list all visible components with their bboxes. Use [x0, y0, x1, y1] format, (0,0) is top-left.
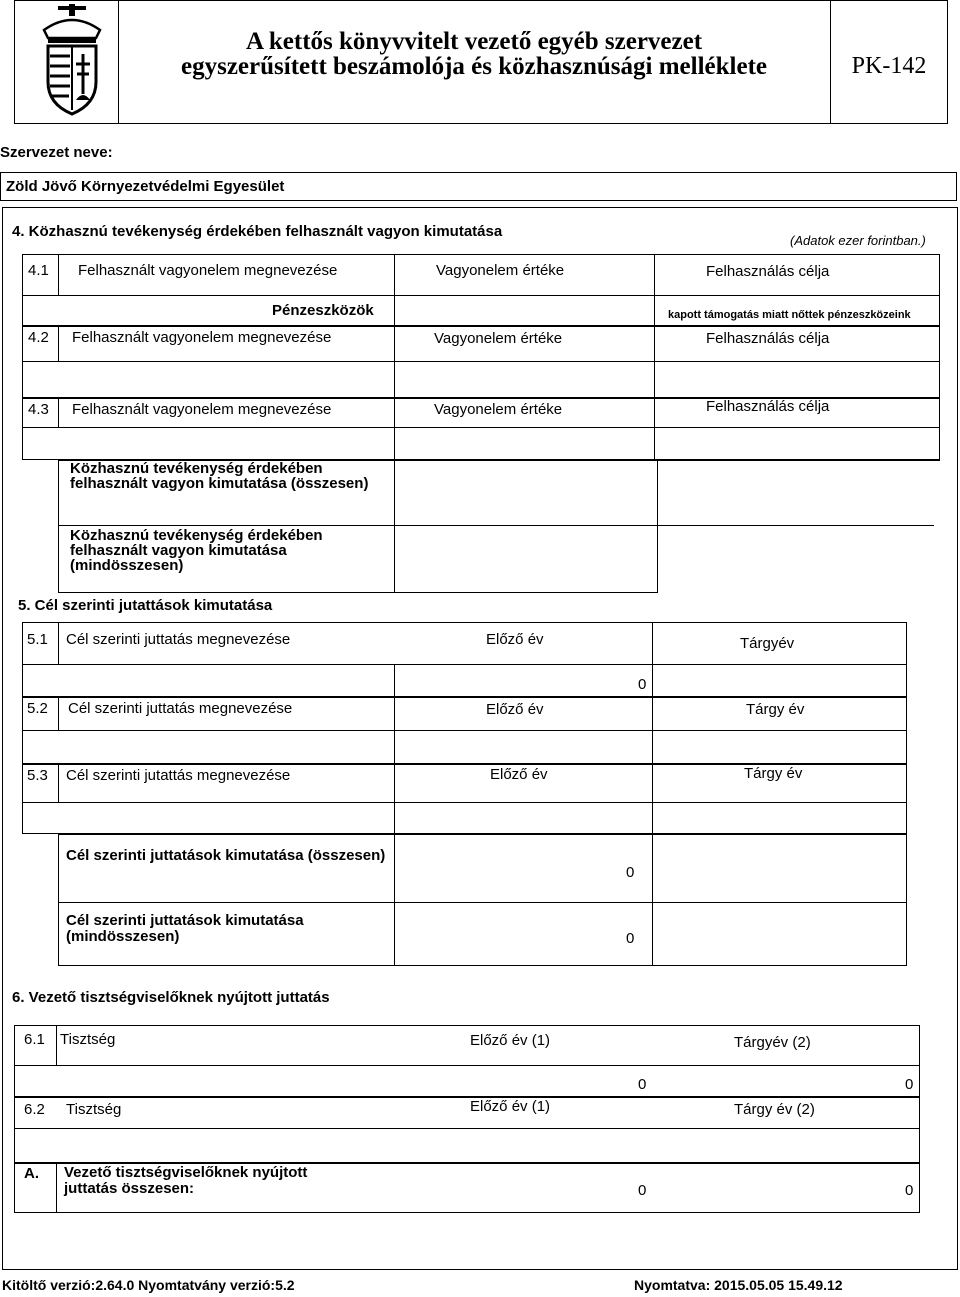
- col-divider: [654, 398, 655, 460]
- prev-year-col-header: Előző év: [486, 631, 544, 648]
- section6-total-prev-value[interactable]: 0: [638, 1182, 647, 1199]
- footer-print-date: Nyomtatva: 2015.05.05 15.49.12: [634, 1277, 843, 1293]
- row-divider: [658, 525, 934, 526]
- curr-year-col-header: Tárgy év (2): [734, 1101, 815, 1118]
- prev-year-col-header: Előző év (1): [470, 1032, 551, 1049]
- col-divider: [652, 622, 653, 697]
- curr-year-value[interactable]: 0: [905, 1076, 914, 1093]
- purpose-col-header: Felhasználás célja: [706, 398, 830, 415]
- name-col-header: Cél szerinti jutattás megnevezése: [66, 767, 291, 784]
- name-col-header: Cél szerinti juttatás megnevezése: [66, 631, 291, 648]
- col-divider: [58, 326, 59, 361]
- section4-grand-total-label: Közhasznú tevékenység érdekében felhasznált vagyon kimutatása (mindösszesen): [70, 527, 323, 574]
- row-number: 6.1: [24, 1031, 45, 1048]
- value-col-header: Vagyonelem értéke: [436, 262, 565, 279]
- col-divider: [652, 697, 653, 764]
- prev-year-col-header: Előző év (1): [470, 1098, 551, 1115]
- section5-grand-total-label: Cél szerinti juttatások kimutatása (mindösszesen): [66, 912, 304, 945]
- curr-year-col-header: Tárgy év: [744, 765, 803, 782]
- purpose-col-header: Felhasználás célja: [706, 330, 830, 347]
- section4-title: 4. Közhasznú tevékenység érdekében felhasznált vagyon kimutatása: [12, 223, 503, 240]
- position-col-header: Tisztség: [66, 1101, 122, 1118]
- col-divider: [394, 697, 395, 764]
- section5-title: 5. Cél szerinti jutattások kimutatása: [18, 597, 273, 614]
- form-title-line1: A kettős könyvvitelt vezető egyéb szervezet: [245, 28, 703, 55]
- name-col-header: Felhasznált vagyonelem megnevezése: [72, 329, 332, 346]
- name-col-header: Felhasznált vagyonelem megnevezése: [78, 262, 338, 279]
- section5-grand-total-value[interactable]: 0: [626, 930, 635, 947]
- prev-year-value[interactable]: 0: [638, 676, 647, 693]
- section6-total-curr-value[interactable]: 0: [905, 1182, 914, 1199]
- col-divider: [394, 664, 395, 697]
- row-number: 5.3: [27, 767, 48, 784]
- row-divider: [22, 361, 940, 362]
- col-divider: [394, 326, 395, 398]
- col-divider: [654, 326, 655, 398]
- row-number: 4.2: [28, 329, 49, 346]
- section6-total-label: Vezető tisztségviselőknek nyújtott juttatás összesen:: [64, 1164, 308, 1197]
- row-divider: [22, 802, 907, 803]
- name-col-header: Cél szerinti juttatás megnevezése: [68, 700, 293, 717]
- row-divider: [58, 525, 658, 526]
- section6-title: 6. Vezető tisztségviselőknek nyújtott juttatás: [12, 989, 330, 1006]
- col-divider: [58, 398, 59, 427]
- hungarian-coat-of-arms-icon: [36, 4, 108, 118]
- row-divider: [22, 427, 940, 428]
- row-number: 4.1: [28, 262, 49, 279]
- name-col-header: Felhasznált vagyonelem megnevezése: [72, 401, 332, 418]
- col-divider: [56, 1025, 57, 1065]
- col-divider: [394, 460, 395, 593]
- prev-year-value[interactable]: 0: [638, 1076, 647, 1093]
- curr-year-col-header: Tárgy év: [746, 701, 805, 718]
- col-divider: [652, 764, 653, 834]
- section5-total-label: Cél szerinti juttatások kimutatása (összesen): [66, 847, 386, 864]
- col-divider: [654, 254, 655, 326]
- row-divider: [22, 295, 940, 296]
- col-divider: [394, 764, 395, 834]
- col-divider: [652, 834, 653, 966]
- row-number: 5.2: [27, 700, 48, 717]
- section4-total-label: Közhasznú tevékenység érdekében felhasznált vagyon kimutatása (összesen): [70, 460, 369, 492]
- asset-name-value[interactable]: Pénzeszközök: [272, 302, 374, 319]
- prev-year-col-header: Előző év: [490, 766, 548, 783]
- row-divider: [22, 730, 907, 731]
- org-name-value: Zöld Jövő Környezetvédelmi Egyesület: [6, 178, 285, 195]
- value-col-header: Vagyonelem értéke: [434, 330, 563, 347]
- row-number: 4.3: [28, 401, 49, 418]
- row-divider: [14, 1128, 920, 1129]
- value-col-header: Vagyonelem értéke: [434, 401, 563, 418]
- col-divider: [56, 1163, 57, 1213]
- col-divider: [58, 622, 59, 664]
- position-col-header: Tisztség: [60, 1031, 116, 1048]
- col-divider: [394, 254, 395, 326]
- org-label: Szervezet neve:: [0, 144, 113, 161]
- row-divider: [22, 664, 907, 665]
- form-code: PK-142: [851, 53, 927, 79]
- col-divider: [58, 764, 59, 802]
- unit-note: (Adatok ezer forintban.): [790, 233, 926, 248]
- footer-version-info: Kitöltő verzió:2.64.0 Nyomtatvány verzió:5.2: [2, 1277, 295, 1293]
- col-divider: [58, 254, 59, 295]
- curr-year-col-header: Tárgyév (2): [734, 1034, 811, 1051]
- asset-purpose-value[interactable]: kapott támogatás miatt nőttek pénzeszközeink: [668, 309, 911, 321]
- section6-total-number: A.: [24, 1165, 39, 1182]
- form-title-line2: egyszerűsített beszámolója és közhasznúsági melléklete: [181, 53, 767, 80]
- row-divider: [658, 460, 940, 461]
- col-divider: [58, 697, 59, 730]
- col-divider: [394, 834, 395, 966]
- prev-year-col-header: Előző év: [486, 701, 544, 718]
- curr-year-col-header: Tárgyév: [740, 635, 795, 652]
- row-divider: [14, 1065, 920, 1066]
- row-divider: [58, 902, 907, 903]
- row-number: 6.2: [24, 1101, 45, 1118]
- section5-total-value[interactable]: 0: [626, 864, 635, 881]
- purpose-col-header: Felhasználás célja: [706, 263, 830, 280]
- row-number: 5.1: [27, 631, 48, 648]
- col-divider: [394, 398, 395, 460]
